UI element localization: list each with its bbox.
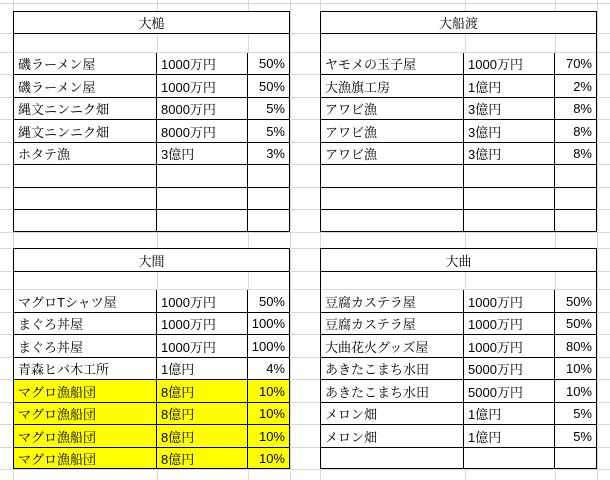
table-title-ofunato[interactable]: 大船渡 — [321, 12, 596, 34]
cell-price[interactable]: 3億円 — [464, 143, 555, 164]
cell-percent[interactable]: 10% — [248, 425, 289, 447]
cell-price[interactable]: 8億円 — [157, 403, 248, 424]
cell-price[interactable]: 1億円 — [157, 358, 248, 379]
table-row — [14, 143, 289, 165]
cell-name[interactable]: マグロ漁船団 — [14, 425, 157, 447]
cell-name[interactable]: 大曲花火グッズ屋 — [321, 335, 464, 357]
cell-name[interactable]: マグロ漁船団 — [14, 403, 157, 424]
cell-name[interactable] — [14, 165, 157, 187]
table-title-otsuchi[interactable]: 大槌 — [14, 12, 289, 34]
cell-price[interactable]: 8億円 — [157, 425, 248, 447]
table-row — [321, 165, 596, 188]
cell-name[interactable] — [321, 448, 464, 469]
cell-percent[interactable]: 50% — [248, 53, 289, 74]
cell-price[interactable] — [464, 210, 555, 232]
cell-name[interactable]: 縄文ニンニク畑 — [14, 98, 157, 119]
cell-price[interactable]: 1億円 — [464, 425, 555, 447]
cell-price[interactable]: 3億円 — [157, 143, 248, 164]
cell-name[interactable]: 磯ラーメン屋 — [14, 53, 157, 74]
cell-price[interactable]: 5000万円 — [464, 358, 555, 379]
table-row — [321, 335, 596, 358]
cell-price[interactable] — [157, 188, 248, 209]
table-row — [14, 335, 289, 358]
cell-percent[interactable]: 5% — [555, 403, 596, 424]
table-row — [14, 448, 289, 469]
cell-percent[interactable]: 3% — [248, 143, 289, 164]
table-row — [321, 313, 596, 335]
cell-percent[interactable]: 8% — [555, 143, 596, 164]
cell-price[interactable] — [157, 210, 248, 232]
cell-price[interactable]: 1億円 — [464, 403, 555, 424]
cell-price[interactable]: 1億円 — [464, 75, 555, 97]
table-row — [321, 403, 596, 425]
cell-price[interactable]: 1000万円 — [464, 290, 555, 312]
table-row — [321, 143, 596, 165]
cell-name[interactable]: 豆腐カステラ屋 — [321, 290, 464, 312]
cell-name[interactable]: あきたこまち水田 — [321, 380, 464, 402]
cell-percent[interactable] — [248, 165, 289, 187]
table-title-omagari[interactable]: 大曲 — [321, 249, 596, 272]
table-otsuchi — [13, 11, 290, 232]
cell-percent[interactable] — [555, 448, 596, 469]
table-row — [14, 53, 289, 75]
cell-price[interactable]: 1000万円 — [464, 313, 555, 334]
gridline-horizontal — [0, 469, 610, 470]
cell-percent[interactable]: 8% — [555, 120, 596, 142]
cell-percent[interactable]: 50% — [248, 75, 289, 97]
cell-price[interactable]: 1000万円 — [157, 335, 248, 357]
table-row — [14, 403, 289, 425]
cell-name[interactable]: 磯ラーメン屋 — [14, 75, 157, 97]
cell-percent[interactable] — [248, 188, 289, 209]
cell-price[interactable]: 8億円 — [157, 380, 248, 402]
cell-percent[interactable]: 10% — [555, 380, 596, 402]
cell-name[interactable]: アワビ漁 — [321, 120, 464, 142]
cell-percent[interactable]: 50% — [248, 290, 289, 312]
cell-percent[interactable]: 4% — [248, 358, 289, 379]
cell-price[interactable]: 1000万円 — [464, 335, 555, 357]
table-row — [14, 75, 289, 98]
cell-name[interactable]: ホタテ漁 — [14, 143, 157, 164]
gridline-vertical — [290, 0, 291, 480]
cell-percent[interactable]: 10% — [248, 448, 289, 469]
spacer-row[interactable] — [14, 272, 289, 290]
table-row — [321, 380, 596, 403]
cell-percent[interactable]: 10% — [555, 358, 596, 379]
table-row — [14, 290, 289, 313]
cell-name[interactable]: ヤモメの玉子屋 — [321, 53, 464, 74]
cell-percent[interactable] — [555, 165, 596, 187]
cell-percent[interactable]: 10% — [248, 403, 289, 424]
cell-name[interactable] — [14, 188, 157, 209]
cell-price[interactable] — [464, 448, 555, 469]
table-row — [14, 165, 289, 188]
cell-name[interactable]: マグロTシャツ屋 — [14, 290, 157, 312]
cell-percent[interactable]: 50% — [555, 290, 596, 312]
gridline-vertical — [597, 0, 598, 480]
cell-price[interactable]: 3億円 — [464, 98, 555, 119]
table-row — [14, 210, 289, 232]
cell-name[interactable] — [321, 188, 464, 209]
cell-price[interactable]: 1000万円 — [157, 290, 248, 312]
cell-percent[interactable]: 2% — [555, 75, 596, 97]
cell-price[interactable]: 1000万円 — [157, 313, 248, 334]
table-row — [321, 210, 596, 232]
spacer-row[interactable] — [321, 34, 596, 53]
cell-price[interactable]: 8000万円 — [157, 98, 248, 119]
cell-price[interactable]: 3億円 — [464, 120, 555, 142]
cell-percent[interactable] — [555, 210, 596, 232]
cell-price[interactable]: 1000万円 — [157, 75, 248, 97]
cell-name[interactable]: まぐろ丼屋 — [14, 313, 157, 334]
table-ofunato — [320, 11, 597, 232]
cell-percent[interactable]: 5% — [555, 425, 596, 447]
cell-percent[interactable] — [555, 188, 596, 209]
table-title-oma[interactable]: 大間 — [14, 249, 289, 272]
cell-name[interactable]: 青森ヒバ木工所 — [14, 358, 157, 379]
table-row — [321, 120, 596, 143]
table-row — [321, 75, 596, 98]
cell-name[interactable]: 豆腐カステラ屋 — [321, 313, 464, 334]
cell-percent[interactable]: 8% — [555, 98, 596, 119]
table-row — [321, 425, 596, 448]
cell-name[interactable]: 縄文ニンニク畑 — [14, 120, 157, 142]
table-row — [321, 98, 596, 120]
cell-price[interactable] — [464, 165, 555, 187]
cell-percent[interactable]: 10% — [248, 380, 289, 402]
table-row — [14, 425, 289, 448]
cell-price[interactable]: 8億円 — [157, 448, 248, 469]
cell-price[interactable]: 8000万円 — [157, 120, 248, 142]
cell-name[interactable]: アワビ漁 — [321, 143, 464, 164]
cell-name[interactable]: メロン畑 — [321, 425, 464, 447]
cell-name[interactable]: あきたこまち水田 — [321, 358, 464, 379]
gridline-horizontal — [0, 232, 610, 233]
table-row — [14, 313, 289, 335]
table-row — [14, 98, 289, 120]
cell-percent[interactable]: 80% — [555, 335, 596, 357]
cell-percent[interactable]: 50% — [555, 313, 596, 334]
table-row — [14, 358, 289, 380]
cell-price[interactable]: 5000万円 — [464, 380, 555, 402]
table-row — [321, 53, 596, 75]
gridline-horizontal — [0, 3, 610, 4]
table-row — [321, 188, 596, 210]
table-omagari — [320, 248, 597, 469]
cell-percent[interactable]: 5% — [248, 120, 289, 142]
table-row — [321, 448, 596, 469]
cell-name[interactable]: アワビ漁 — [321, 98, 464, 119]
table-row — [321, 358, 596, 380]
cell-percent[interactable] — [248, 210, 289, 232]
cell-name[interactable]: マグロ漁船団 — [14, 448, 157, 469]
cell-percent[interactable]: 70% — [555, 53, 596, 74]
cell-name[interactable]: メロン畑 — [321, 403, 464, 424]
table-row — [14, 120, 289, 143]
table-row — [321, 290, 596, 313]
spacer-row[interactable] — [14, 34, 289, 53]
cell-name[interactable]: 大漁旗工房 — [321, 75, 464, 97]
spacer-row[interactable] — [321, 272, 596, 290]
cell-percent[interactable]: 100% — [248, 313, 289, 334]
cell-name[interactable] — [321, 210, 464, 232]
table-row — [14, 380, 289, 403]
cell-price[interactable] — [157, 165, 248, 187]
table-oma — [13, 248, 290, 469]
cell-percent[interactable]: 100% — [248, 335, 289, 357]
cell-percent[interactable]: 5% — [248, 98, 289, 119]
cell-name[interactable]: マグロ漁船団 — [14, 380, 157, 402]
cell-name[interactable] — [14, 210, 157, 232]
cell-price[interactable]: 1000万円 — [464, 53, 555, 74]
cell-name[interactable] — [321, 165, 464, 187]
cell-price[interactable]: 1000万円 — [157, 53, 248, 74]
cell-name[interactable]: まぐろ丼屋 — [14, 335, 157, 357]
table-row — [14, 188, 289, 210]
cell-price[interactable] — [464, 188, 555, 209]
